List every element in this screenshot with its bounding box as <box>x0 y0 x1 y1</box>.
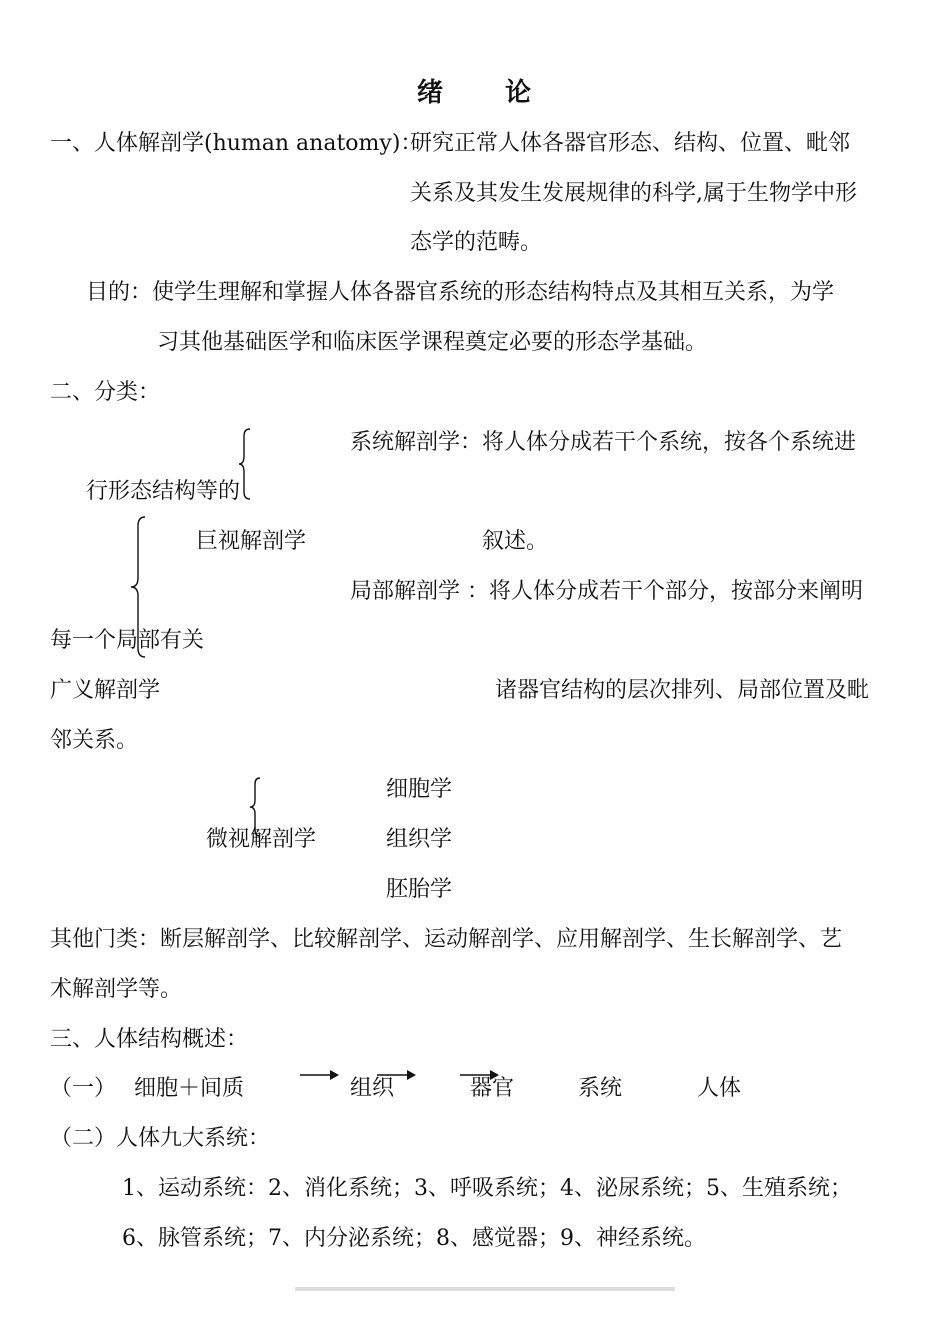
subsection1-label: （一） <box>50 1076 117 1101</box>
section2-heading: 二、分类： <box>50 380 161 405</box>
other-branches-line-1: 其他门类：断层解剖学、比较解剖学、运动解剖学、应用解剖学、生长解剖学、艺 <box>50 927 843 952</box>
definition-line-1: 研究正常人体各器官形态、结构、位置、毗邻 <box>410 131 851 156</box>
systematic-anatomy-line-3: 叙述。 <box>482 529 549 554</box>
arrow-right-icon <box>377 1069 417 1081</box>
section3-heading: 三、人体结构概述： <box>50 1027 249 1052</box>
regional-anatomy-line-4: 邻关系。 <box>50 728 139 753</box>
footer-watermark <box>295 1284 675 1294</box>
micro-item-embryology: 胚胎学 <box>386 877 453 902</box>
chain-human-body: 人体 <box>697 1076 742 1101</box>
regional-anatomy-line-1: 局部解剖学 ：将人体分成若干个部分，按部分来阐明 <box>350 579 863 604</box>
purpose-line-1: 目的：使学生理解和掌握人体各器官系统的形态结构特点及其相互关系，为学 <box>86 280 835 305</box>
subsection2-heading: （二）人体九大系统： <box>50 1126 271 1151</box>
regional-anatomy-line-2: 每一个局部有关 <box>50 628 205 653</box>
micro-item-cytology: 细胞学 <box>386 777 453 802</box>
regional-anatomy-line-3: 诸器官结构的层次排列、局部位置及毗 <box>495 678 870 703</box>
gross-anatomy: 巨视解剖学 <box>196 529 307 554</box>
chain-organ: 器官 <box>470 1076 515 1101</box>
arrow-right-icon <box>300 1069 340 1081</box>
chain-system: 系统 <box>578 1076 623 1101</box>
nine-systems-line-2: 6、脉管系统；7、内分泌系统；8、感觉器；9、神经系统。 <box>122 1226 706 1251</box>
other-branches-line-2: 术解剖学等。 <box>50 977 183 1002</box>
chain-cells-matrix: 细胞＋间质 <box>134 1076 245 1101</box>
systematic-anatomy-line-2: 行形态结构等的 <box>86 479 241 504</box>
chain-tissue: 组织 <box>350 1076 395 1101</box>
purpose-line-2: 习其他基础医学和临床医学课程奠定必要的形态学基础。 <box>157 330 708 355</box>
page-title-char-1: 绪 <box>417 78 444 108</box>
section1-heading: 一、人体解剖学(human anatomy)： <box>50 131 423 156</box>
definition-line-2: 关系及其发生发展规律的科学,属于生物学中形 <box>410 181 857 206</box>
systematic-anatomy-line-1: 系统解剖学：将人体分成若干个系统，按各个系统进 <box>350 430 857 455</box>
broad-anatomy: 广义解剖学 <box>50 678 161 703</box>
definition-line-3: 态学的范畴。 <box>410 230 543 255</box>
page-title-char-2: 论 <box>505 78 532 108</box>
microscopic-anatomy: 微视解剖学 <box>206 827 317 852</box>
small-brace-icon <box>238 428 252 500</box>
micro-item-histology: 组织学 <box>386 827 453 852</box>
nine-systems-line-1: 1、运动系统：2、消化系统；3、呼吸系统；4、泌尿系统；5、生殖系统； <box>122 1176 852 1201</box>
